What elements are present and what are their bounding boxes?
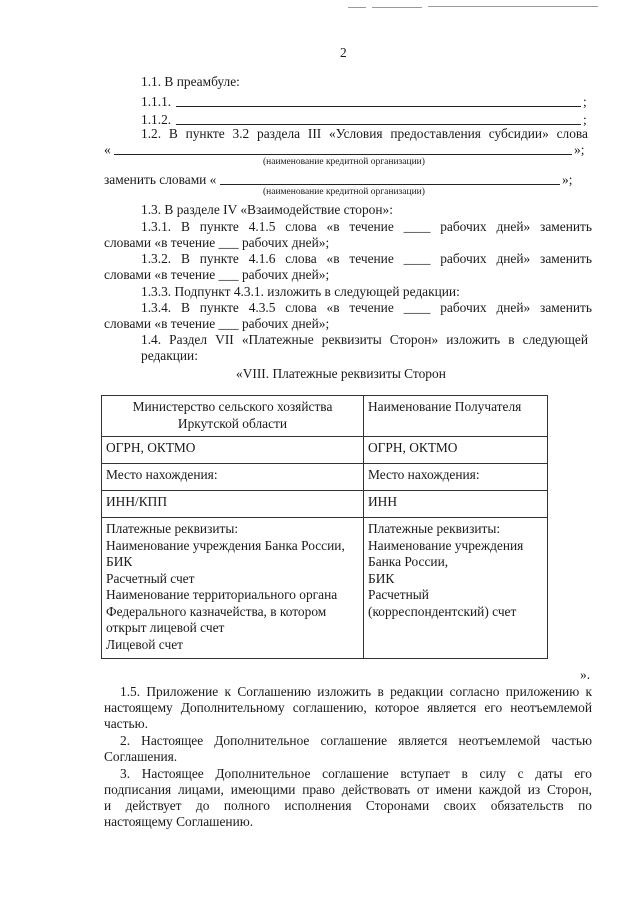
table-row xyxy=(102,518,548,659)
payment-detail-line: Наименование территориального органа xyxy=(106,587,338,602)
payment-detail-line: Наименование учреждения xyxy=(368,537,524,553)
payment-detail-line: Платежные реквизиты: xyxy=(368,521,501,536)
paragraph-1-5: 1.5. Приложение к Соглашению изложить в редакции согласно приложению к xyxy=(120,684,592,699)
table-row xyxy=(102,437,548,464)
table-row xyxy=(102,491,548,518)
semicolon: ; xyxy=(583,112,587,127)
payment-detail-line: Платежные реквизиты: xyxy=(106,521,239,536)
paragraph-1-3-2-cont: словами «в течение ___ рабочих дней»; xyxy=(104,267,330,282)
table-cell xyxy=(364,491,548,518)
payment-detail-line: Расчетный счет xyxy=(106,570,195,586)
recipient-name-cell xyxy=(364,396,548,437)
scan-artifact-line xyxy=(428,6,598,7)
credit-org-caption: (наименование кредитной организации) xyxy=(263,187,425,197)
table-cell xyxy=(364,464,548,491)
payment-detail-line: Наименование учреждения Банка России, xyxy=(106,537,345,553)
payment-detail-line: Банка России, xyxy=(368,554,449,569)
payment-detail-line: Лицевой счет xyxy=(106,636,184,652)
ministry-name-cell xyxy=(102,396,364,437)
credit-org-caption: (наименование кредитной организации) xyxy=(263,157,425,167)
scan-artifact-line xyxy=(372,7,422,8)
open-quote: « xyxy=(104,142,111,157)
ogrn-label: ОГРН, ОКТМО xyxy=(368,440,458,455)
table-row xyxy=(102,464,548,491)
paragraph-1-2: 1.2. В пункте 3.2 раздела III «Условия предоставления субсидии» слова xyxy=(141,126,588,141)
paragraph-1-5-cont: настоящему Дополнительному соглашению, которое является его неотъемлемой xyxy=(104,700,592,715)
paragraph-1-3-3: 1.3.3. Подпункт 4.3.1. изложить в следующей редакции: xyxy=(141,284,460,299)
page-number: 2 xyxy=(340,45,347,60)
location-label: Место нахождения: xyxy=(106,467,218,482)
scan-artifact-line xyxy=(348,7,366,8)
paragraph-1-5-end: частью. xyxy=(104,716,148,731)
table-cell xyxy=(102,464,364,491)
payment-details-cell xyxy=(102,518,364,659)
table-cell xyxy=(102,437,364,464)
paragraph-1-4: 1.4. Раздел VII «Платежные реквизиты Сторон» изложить в следующей xyxy=(141,332,588,347)
payment-detail-line: Федерального казначейства, в котором xyxy=(106,603,327,619)
blank-line xyxy=(114,154,572,155)
paragraph-3-end: настоящему Соглашению. xyxy=(104,814,254,829)
ministry-name-line: Министерство сельского хозяйства xyxy=(132,399,333,414)
paragraph-3: 3. Настоящее Дополнительное соглашение вступает в силу с даты его xyxy=(120,766,592,781)
payment-detail-line: БИК xyxy=(106,554,133,569)
paragraph-1-3-4-cont: словами «в течение ___ рабочих дней»; xyxy=(104,316,330,331)
recipient-name: Наименование Получателя xyxy=(368,399,522,414)
table-row xyxy=(102,396,548,437)
paragraph-1-3-1: 1.3.1. В пункте 4.1.5 слова «в течение ____ рабочих дней» заменить xyxy=(141,219,592,234)
payment-details-table xyxy=(101,395,548,659)
ministry-name-line: Иркутской области xyxy=(177,415,288,431)
table-end-quote: ». xyxy=(580,667,591,682)
blank-line xyxy=(220,184,560,185)
replace-with-label: заменить словами « xyxy=(104,172,217,187)
paragraph-2: 2. Настоящее Дополнительное соглашение является неотъемлемой частью xyxy=(120,733,592,748)
paragraph-1-4-cont: редакции: xyxy=(141,348,198,363)
paragraph-1-3-2: 1.3.2. В пункте 4.1.6 слова «в течение ____ рабочих дней» заменить xyxy=(141,251,592,266)
inn-kpp-label: ИНН/КПП xyxy=(106,494,168,509)
paragraph-1-1-2: 1.1.2. xyxy=(141,112,172,127)
close-quote: »; xyxy=(574,142,585,157)
payment-detail-line: открыт лицевой счет xyxy=(106,620,225,635)
paragraph-1-3: 1.3. В разделе IV «Взаимодействие сторон»: xyxy=(141,202,393,217)
semicolon: ; xyxy=(583,94,587,109)
payment-detail-line: Расчетный xyxy=(368,587,429,602)
payment-detail-line: БИК xyxy=(368,570,395,586)
section-title: «VIII. Платежные реквизиты Сторон xyxy=(236,366,446,381)
paragraph-3-cont: подписания лицами, имеющими право действовать от имени каждой из Сторон, xyxy=(104,782,592,797)
table-cell xyxy=(364,437,548,464)
payment-detail-line: (корреспондентский) счет xyxy=(368,603,517,619)
paragraph-1-3-4: 1.3.4. В пункте 4.3.5 слова «в течение ____ рабочих дней» заменить xyxy=(141,300,592,315)
location-label: Место нахождения: xyxy=(368,467,480,482)
blank-line xyxy=(176,106,581,107)
close-quote: »; xyxy=(562,172,573,187)
paragraph-1-3-1-cont: словами «в течение ___ рабочих дней»; xyxy=(104,235,330,250)
table-cell xyxy=(102,491,364,518)
paragraph-1-1-1: 1.1.1. xyxy=(141,94,172,109)
inn-label: ИНН xyxy=(368,494,398,509)
paragraph-1-1: 1.1. В преамбуле: xyxy=(141,74,240,89)
blank-line xyxy=(176,124,581,125)
ogrn-label: ОГРН, ОКТМО xyxy=(106,440,196,455)
paragraph-2-cont: Соглашения. xyxy=(104,749,178,764)
payment-details-cell xyxy=(364,518,548,659)
paragraph-3-cont: и действует до полного исполнения Сторонами своих обязательств по xyxy=(104,798,592,813)
